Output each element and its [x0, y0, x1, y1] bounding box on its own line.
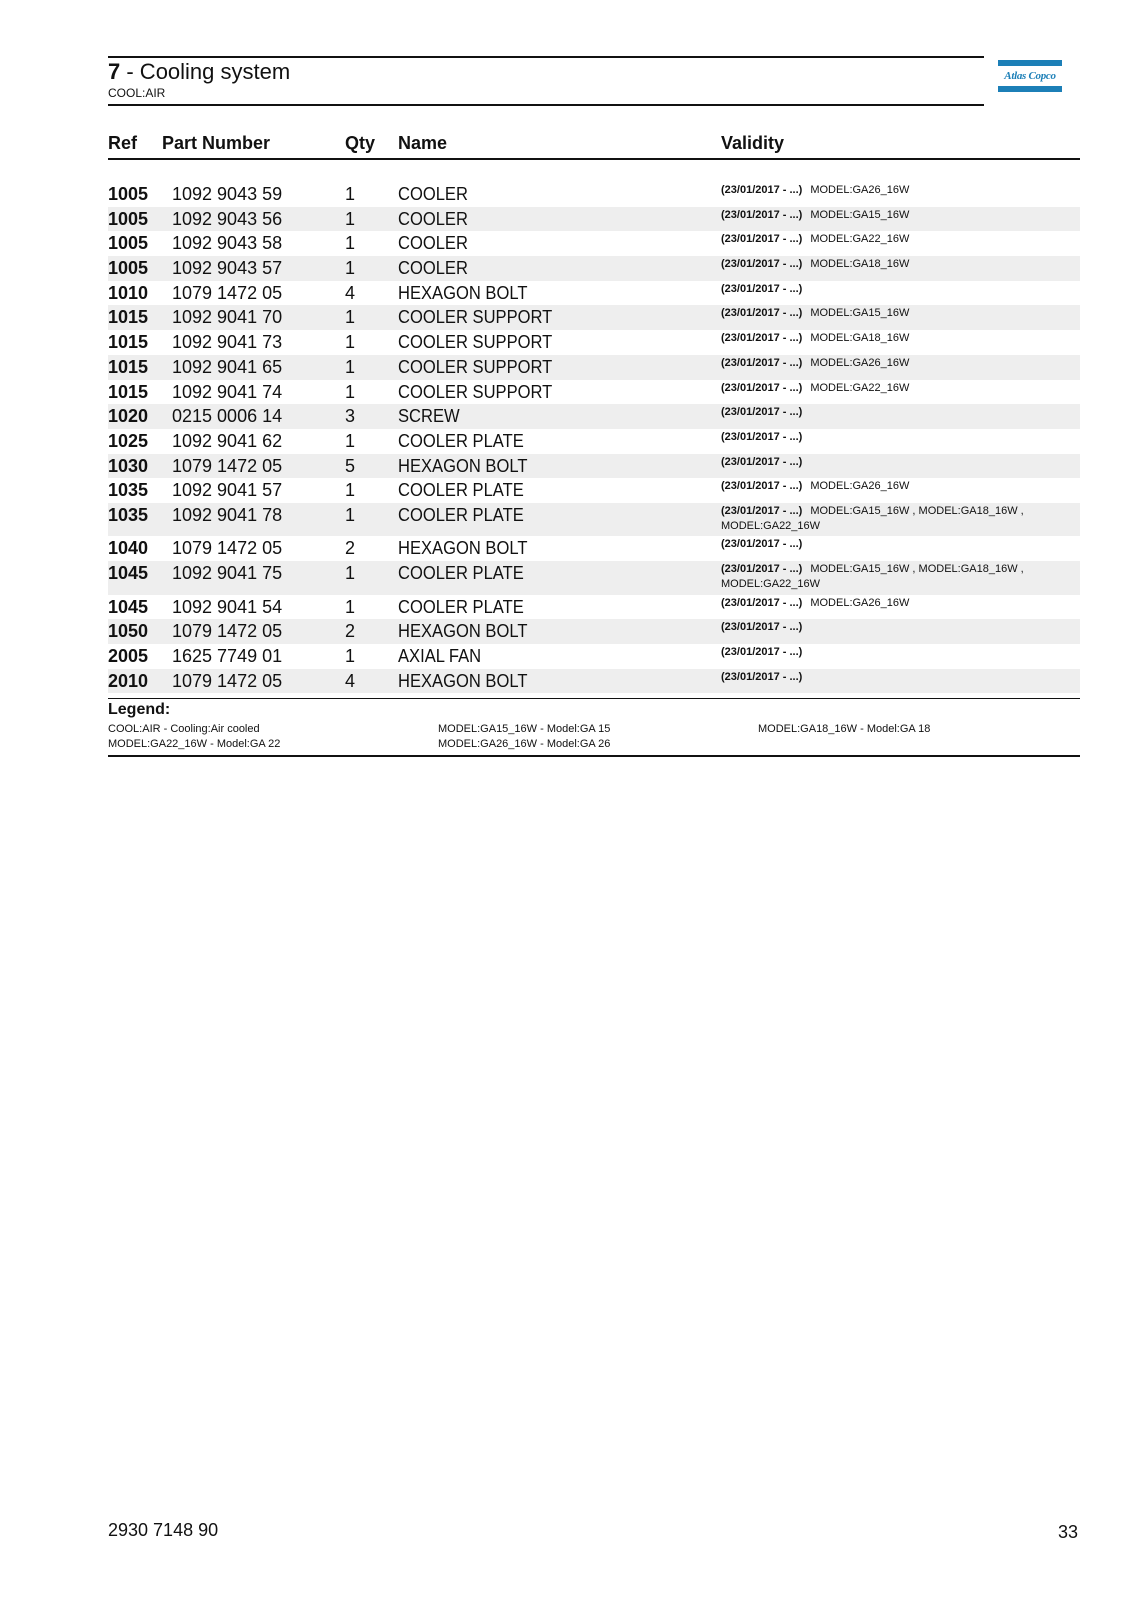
- ref-cell: 1035: [108, 504, 149, 525]
- document-number: 2930 7148 90: [108, 1520, 219, 1540]
- qty-cell: 1: [345, 356, 356, 377]
- validity-date: (23/01/2017 - ...): [721, 596, 803, 609]
- validity-cell: [721, 356, 1041, 371]
- part-number-cell: 1079 1472 05: [172, 621, 283, 642]
- qty-cell: 1: [345, 184, 356, 204]
- validity-cell: [721, 381, 1041, 396]
- page-header: [108, 56, 984, 106]
- ref-cell: 1035: [108, 480, 149, 501]
- validity-date: (23/01/2017 - ...): [721, 332, 803, 345]
- name-cell: AXIAL FAN: [398, 646, 482, 666]
- legend-title: Legend:: [108, 701, 171, 718]
- ref-cell: 1015: [108, 332, 149, 353]
- validity-cell: [721, 405, 1041, 420]
- table-row: [108, 669, 1080, 694]
- table-row: [108, 503, 1080, 537]
- validity-cell: [721, 670, 1041, 685]
- name-cell: COOLER: [398, 233, 468, 254]
- part-number-cell: 1092 9041 78: [172, 504, 283, 525]
- ref-cell: 1040: [108, 538, 149, 559]
- name-cell: COOLER PLATE: [398, 480, 524, 501]
- part-number-cell: 1092 9043 58: [172, 233, 283, 254]
- name-cell: HEXAGON BOLT: [398, 538, 528, 559]
- validity-cell: [721, 183, 1041, 198]
- ref-cell: 1005: [108, 184, 149, 204]
- part-number-cell: 1092 9041 70: [172, 307, 283, 328]
- validity-models: MODEL:GA18_16W: [810, 332, 910, 345]
- validity-date: (23/01/2017 - ...): [721, 430, 803, 443]
- validity-cell: [721, 504, 1041, 534]
- section-title-text: - Cooling system: [120, 59, 291, 84]
- ref-cell: 1030: [108, 455, 149, 476]
- table-row: [108, 207, 1080, 232]
- table-row: [108, 429, 1080, 454]
- table-row: [108, 305, 1080, 330]
- validity-cell: [721, 430, 1041, 445]
- part-number-cell: 0215 0006 14: [172, 406, 283, 427]
- validity-date: (23/01/2017 - ...): [721, 646, 803, 658]
- qty-cell: 1: [345, 504, 356, 525]
- qty-cell: 2: [345, 621, 356, 642]
- part-number-cell: 1092 9041 75: [172, 563, 283, 584]
- table-row: [108, 561, 1080, 595]
- table-row: [108, 644, 1080, 669]
- validity-cell: [721, 232, 1041, 247]
- table-row: [108, 355, 1080, 380]
- validity-models: MODEL:GA26_16W: [810, 596, 910, 609]
- ref-cell: 1010: [108, 282, 149, 303]
- validity-models: MODEL:GA26_16W: [810, 184, 910, 196]
- legend-item: MODEL:GA15_16W - Model:GA 15: [438, 723, 611, 735]
- validity-date: (23/01/2017 - ...): [721, 307, 803, 320]
- validity-cell: [721, 596, 1041, 611]
- validity-models: MODEL:GA22_16W: [810, 233, 910, 246]
- table-row: [108, 182, 1080, 207]
- qty-cell: 1: [345, 332, 356, 353]
- section-subtitle: COOL:AIR: [108, 86, 166, 100]
- table-row: [108, 619, 1080, 644]
- qty-cell: 4: [345, 670, 356, 691]
- name-cell: COOLER: [398, 258, 468, 279]
- logo-bar-top: [998, 60, 1062, 66]
- column-header-ref: Ref: [108, 133, 138, 153]
- qty-cell: 1: [345, 381, 356, 402]
- part-number-cell: 1092 9043 59: [172, 184, 283, 204]
- name-cell: COOLER SUPPORT: [398, 356, 553, 377]
- name-cell: COOLER SUPPORT: [398, 307, 553, 328]
- name-cell: SCREW: [398, 406, 460, 427]
- validity-models: MODEL:GA15_16W: [810, 208, 910, 221]
- validity-date: (23/01/2017 - ...): [721, 406, 803, 419]
- name-cell: COOLER SUPPORT: [398, 381, 553, 402]
- page-number: 33: [1058, 1522, 1079, 1542]
- name-cell: COOLER SUPPORT: [398, 332, 553, 353]
- qty-cell: 3: [345, 406, 356, 427]
- validity-date: (23/01/2017 - ...): [721, 258, 803, 271]
- ref-cell: 1015: [108, 307, 149, 328]
- qty-cell: 1: [345, 563, 356, 584]
- legend-item: MODEL:GA18_16W - Model:GA 18: [758, 723, 931, 735]
- table-row: [108, 478, 1080, 503]
- table-row: [108, 595, 1080, 620]
- part-number-cell: 1092 9041 62: [172, 430, 283, 451]
- name-cell: HEXAGON BOLT: [398, 282, 528, 303]
- ref-cell: 1005: [108, 208, 149, 229]
- qty-cell: 1: [345, 596, 356, 617]
- part-number-cell: 1092 9043 56: [172, 208, 283, 229]
- qty-cell: 2: [345, 538, 356, 559]
- legend-item: MODEL:GA26_16W - Model:GA 26: [438, 738, 611, 750]
- qty-cell: 1: [345, 258, 356, 279]
- name-cell: COOLER PLATE: [398, 504, 524, 525]
- legend-item: COOL:AIR - Cooling:Air cooled: [108, 723, 260, 735]
- name-cell: COOLER PLATE: [398, 430, 524, 451]
- part-number-cell: 1079 1472 05: [172, 282, 283, 303]
- validity-cell: [721, 562, 1041, 592]
- qty-cell: 1: [345, 208, 356, 229]
- validity-date: (23/01/2017 - ...): [721, 563, 803, 576]
- ref-cell: 1025: [108, 430, 149, 451]
- table-row: [108, 536, 1080, 561]
- validity-date: (23/01/2017 - ...): [721, 504, 803, 517]
- name-cell: COOLER: [398, 208, 468, 229]
- section-title: [108, 60, 290, 84]
- column-header-name: Name: [398, 133, 448, 153]
- validity-models: MODEL:GA26_16W: [810, 480, 910, 493]
- validity-cell: [721, 306, 1041, 321]
- validity-date: (23/01/2017 - ...): [721, 208, 803, 221]
- validity-date: (23/01/2017 - ...): [721, 621, 803, 634]
- ref-cell: 2005: [108, 646, 149, 666]
- qty-cell: 1: [345, 233, 356, 254]
- ref-cell: 1020: [108, 406, 149, 427]
- validity-date: (23/01/2017 - ...): [721, 670, 803, 683]
- table-row: [108, 231, 1080, 256]
- part-number-cell: 1092 9043 57: [172, 258, 283, 279]
- validity-models: MODEL:GA18_16W: [810, 258, 910, 271]
- table-row: [108, 454, 1080, 479]
- validity-cell: [721, 331, 1041, 346]
- name-cell: COOLER: [398, 184, 468, 204]
- parts-table: [108, 182, 1080, 693]
- part-number-cell: 1092 9041 54: [172, 596, 283, 617]
- validity-cell: [721, 645, 1041, 660]
- column-header-qty: Qty: [345, 133, 376, 153]
- table-row: [108, 281, 1080, 306]
- brand-logo: [998, 60, 1062, 92]
- column-header-part-number: Part Number: [162, 133, 271, 153]
- validity-models: MODEL:GA26_16W: [810, 356, 910, 369]
- validity-cell: [721, 537, 1041, 552]
- name-cell: COOLER PLATE: [398, 563, 524, 584]
- name-cell: HEXAGON BOLT: [398, 455, 528, 476]
- validity-date: (23/01/2017 - ...): [721, 455, 803, 468]
- qty-cell: 1: [345, 430, 356, 451]
- name-cell: HEXAGON BOLT: [398, 670, 528, 691]
- qty-cell: 4: [345, 282, 356, 303]
- validity-models: MODEL:GA15_16W , MODEL:GA18_16W , MODEL:GA22_16W: [721, 504, 1024, 532]
- qty-cell: 5: [345, 455, 356, 476]
- column-header-validity: Validity: [721, 133, 785, 153]
- validity-models: MODEL:GA22_16W: [810, 381, 910, 394]
- name-cell: HEXAGON BOLT: [398, 621, 528, 642]
- ref-cell: 1005: [108, 233, 149, 254]
- validity-cell: [721, 620, 1041, 635]
- table-row: [108, 380, 1080, 405]
- validity-models: MODEL:GA15_16W , MODEL:GA18_16W , MODEL:GA22_16W: [721, 563, 1024, 591]
- qty-cell: 1: [345, 646, 356, 666]
- legend-item: MODEL:GA22_16W - Model:GA 22: [108, 738, 281, 750]
- ref-cell: 2010: [108, 670, 149, 691]
- ref-cell: 1015: [108, 381, 149, 402]
- validity-models: MODEL:GA15_16W: [810, 307, 910, 320]
- validity-cell: [721, 455, 1041, 470]
- section-number: 7: [108, 59, 121, 84]
- ref-cell: 1045: [108, 563, 149, 584]
- part-number-cell: 1092 9041 65: [172, 356, 283, 377]
- logo-text: Atlas Copco: [1004, 70, 1056, 82]
- table-row: [108, 256, 1080, 281]
- qty-cell: 1: [345, 480, 356, 501]
- ref-cell: 1050: [108, 621, 149, 642]
- validity-date: (23/01/2017 - ...): [721, 184, 803, 196]
- validity-date: (23/01/2017 - ...): [721, 381, 803, 394]
- part-number-cell: 1079 1472 05: [172, 670, 283, 691]
- name-cell: COOLER PLATE: [398, 596, 524, 617]
- table-header: [108, 130, 1080, 160]
- validity-date: (23/01/2017 - ...): [721, 356, 803, 369]
- ref-cell: 1015: [108, 356, 149, 377]
- part-number-cell: 1079 1472 05: [172, 455, 283, 476]
- table-row: [108, 404, 1080, 429]
- validity-cell: [721, 282, 1041, 297]
- part-number-cell: 1092 9041 57: [172, 480, 283, 501]
- logo-bar-bottom: [998, 86, 1062, 92]
- part-number-cell: 1092 9041 73: [172, 332, 283, 353]
- validity-date: (23/01/2017 - ...): [721, 480, 803, 493]
- part-number-cell: 1092 9041 74: [172, 381, 283, 402]
- qty-cell: 1: [345, 307, 356, 328]
- part-number-cell: 1079 1472 05: [172, 538, 283, 559]
- validity-cell: [721, 257, 1041, 272]
- ref-cell: 1045: [108, 596, 149, 617]
- legend: [108, 698, 1080, 757]
- validity-date: (23/01/2017 - ...): [721, 282, 803, 295]
- table-row: [108, 330, 1080, 355]
- validity-date: (23/01/2017 - ...): [721, 538, 803, 551]
- part-number-cell: 1625 7749 01: [172, 646, 283, 666]
- ref-cell: 1005: [108, 258, 149, 279]
- validity-cell: [721, 479, 1041, 494]
- validity-cell: [721, 208, 1041, 223]
- validity-date: (23/01/2017 - ...): [721, 233, 803, 246]
